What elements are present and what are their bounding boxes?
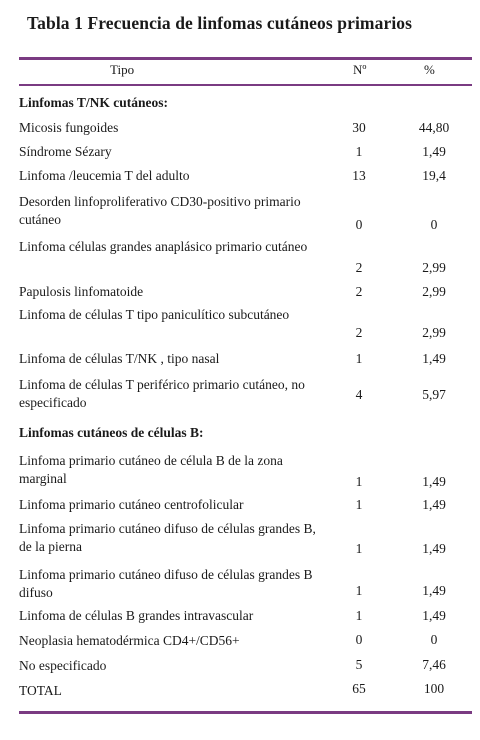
row-tipo: Linfoma primario cutáneo de célula B de la zona marginal bbox=[19, 453, 283, 486]
row-tipo: Linfoma primario cutáneo difuso de células grandes B, de la pierna bbox=[19, 521, 316, 554]
row-percent: 1,49 bbox=[422, 608, 446, 623]
row-count: 1 bbox=[355, 541, 363, 556]
row-tipo: Neoplasia hematodérmica CD4+/CD56+ bbox=[19, 633, 240, 648]
row-count: 1 bbox=[355, 583, 363, 598]
bottom-rule bbox=[19, 711, 472, 714]
row-count: 1 bbox=[355, 474, 363, 489]
row-percent: 0 bbox=[430, 217, 438, 232]
row-count: 2 bbox=[355, 284, 363, 299]
row-tipo: Desorden linfoproliferativo CD30-positivo primario cutáneo bbox=[19, 194, 301, 227]
section-label: Linfomas cutáneos de células B: bbox=[19, 425, 204, 440]
row-percent: 2,99 bbox=[422, 260, 446, 275]
row-percent: 2,99 bbox=[422, 284, 446, 299]
row-percent: 1,49 bbox=[422, 583, 446, 598]
header-number: Nº bbox=[353, 62, 367, 77]
row-percent: 1,49 bbox=[422, 541, 446, 556]
row-percent: 7,46 bbox=[422, 657, 446, 672]
row-tipo: Linfoma de células T/NK , tipo nasal bbox=[19, 351, 220, 366]
top-rule bbox=[19, 57, 472, 60]
row-percent: 1,49 bbox=[422, 351, 446, 366]
row-count: 13 bbox=[352, 168, 366, 183]
row-percent: 2,99 bbox=[422, 325, 446, 340]
row-percent: 5,97 bbox=[422, 387, 446, 402]
row-percent: 1,49 bbox=[422, 497, 446, 512]
header-percent: % bbox=[424, 62, 435, 77]
row-count: 0 bbox=[355, 217, 363, 232]
row-tipo: Papulosis linfomatoide bbox=[19, 284, 144, 299]
row-count: 1 bbox=[355, 497, 363, 512]
row-tipo: Linfoma de células T tipo paniculítico subcutáneo bbox=[19, 307, 290, 322]
row-percent: 0 bbox=[430, 632, 438, 647]
table-title: Tabla 1 Frecuencia de linfomas cutáneos primarios bbox=[27, 13, 413, 33]
row-count: 1 bbox=[355, 144, 363, 159]
row-count: 65 bbox=[352, 681, 366, 696]
row-count: 30 bbox=[352, 120, 366, 135]
row-percent: 44,80 bbox=[418, 120, 450, 135]
row-percent: 1,49 bbox=[422, 474, 446, 489]
row-count: 4 bbox=[355, 387, 363, 402]
row-tipo: TOTAL bbox=[19, 683, 62, 698]
row-count: 1 bbox=[355, 608, 363, 623]
row-tipo: No especificado bbox=[19, 658, 107, 673]
row-tipo: Síndrome Sézary bbox=[19, 144, 112, 159]
header-rule bbox=[19, 84, 472, 86]
row-count: 5 bbox=[355, 657, 363, 672]
row-count: 2 bbox=[355, 325, 363, 340]
row-count: 0 bbox=[355, 632, 363, 647]
row-tipo: Linfoma de células B grandes intravascular bbox=[19, 608, 254, 623]
row-count: 2 bbox=[355, 260, 363, 275]
row-percent: 100 bbox=[423, 681, 445, 696]
row-tipo: Linfoma /leucemia T del adulto bbox=[19, 168, 190, 183]
row-count: 1 bbox=[355, 351, 363, 366]
row-percent: 1,49 bbox=[422, 144, 446, 159]
row-tipo: Linfoma primario cutáneo difuso de células grandes B difuso bbox=[19, 567, 313, 600]
section-label: Linfomas T/NK cutáneos: bbox=[19, 95, 169, 110]
row-tipo: Micosis fungoides bbox=[19, 120, 119, 135]
row-tipo: Linfoma células grandes anaplásico primario cutáneo bbox=[19, 239, 308, 254]
row-tipo: Linfoma primario cutáneo centrofolicular bbox=[19, 497, 244, 512]
row-percent: 19,4 bbox=[422, 168, 446, 183]
header-tipo: Tipo bbox=[110, 62, 135, 77]
row-tipo: Linfoma de células T periférico primario cutáneo, no especificado bbox=[19, 377, 305, 410]
